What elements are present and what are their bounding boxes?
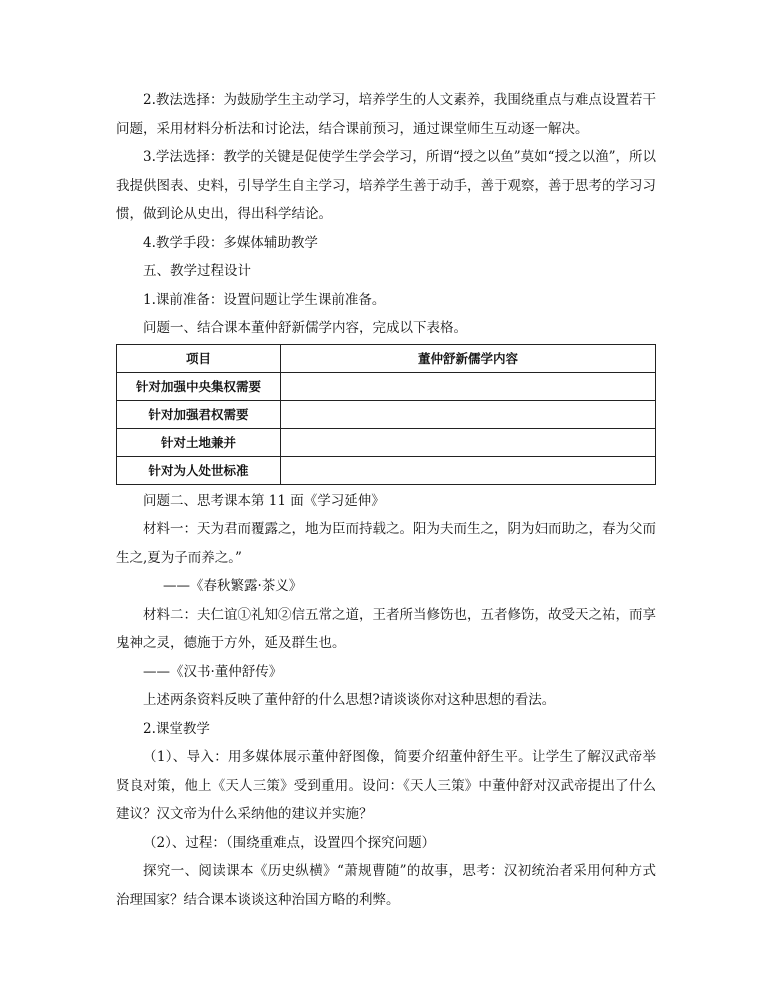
paragraph-question-two-ask: 上述两条资料反映了董仲舒的什么思想?请谈谈你对这种思想的看法。 [143,692,556,708]
paragraph-material-two: 材料二：夫仁谊①礼知②信五常之道，王者所当修饬也，五者修饬，故受天之祐，而享鬼神之灵，德施于方外，延及群生也。 [116,606,656,651]
paragraph-question-two: 问题二、思考课本第 11 面《学习延伸》 [143,492,385,509]
paragraph-teaching-method: 2.教法选择：为鼓励学生主动学习，培养学生的人文素养，我围绕重点与难点设置若干问题，采用材料分析法和讨论法，结合课前预习，通过课堂师生互动逐一解决。 [116,92,656,137]
table-cell-item: 针对为人处世标准 [117,456,281,484]
table-header-item: 项目 [117,344,281,372]
content-table [116,344,656,485]
paragraph-class-teaching: 2.课堂教学 [143,720,210,737]
paragraph-explore-one: 探究一、阅读课本《历史纵横》“萧规曹随”的故事，思考：汉初统治者采用何种方式治理国家？结合课本谈谈这种治国方略的利弊。 [116,863,656,908]
table-cell-content [281,456,656,484]
paragraph-preparation: 1.课前准备：设置问题让学生课前准备。 [143,291,386,308]
paragraph-question-one: 问题一、结合课本董仲舒新儒学内容，完成以下表格。 [143,320,467,336]
table-cell-content [281,428,656,456]
table-row [117,456,656,484]
paragraph-learning-method: 3.学法选择：教学的关键是促使学生学会学习，所谓“授之以鱼”莫如“授之以渔”，所以我提供图表、史料，引导学生自主学习，培养学生善于动手，善于观察，善于思考的学习习惯，做到论从史出，得出科学结论。 [116,149,656,222]
table-row [117,372,656,400]
section-heading-process: 五、教学过程设计 [143,263,251,279]
paragraph-teaching-means: 4.教学手段：多媒体辅助教学 [143,234,318,251]
table-row [117,428,656,456]
table-cell-content [281,372,656,400]
material-two-source: ——《汉书·董仲舒传》 [143,663,283,680]
paragraph-step-introduction: （1）、导入：用多媒体展示董仲舒图像，简要介绍董仲舒生平。让学生了解汉武帝举贤良对策，他上《天人三策》受到重用。设问：《天人三策》中董仲舒对汉武帝提出了什么建议？汉文帝为什么采纳他的建议并实施？ [116,749,656,822]
table-cell-content [281,400,656,428]
table-cell-item: 针对土地兼并 [117,428,281,456]
material-one-source: ——《春秋繁露·茶义》 [163,578,303,594]
table-header-row [117,344,656,372]
paragraph-step-process: （2）、过程：（围绕重难点，设置四个探究问题） [143,834,436,851]
table-cell-item: 针对加强君权需要 [117,400,281,428]
table-cell-item: 针对加强中央集权需要 [117,372,281,400]
paragraph-material-one: 材料一：天为君而覆露之，地为臣而持载之。阳为夫而生之，阴为妇而助之，春为父而生之,夏为子而养之。” [116,521,656,566]
table-header-content: 董仲舒新儒学内容 [281,344,656,372]
table-row [117,400,656,428]
document-page [116,86,656,914]
